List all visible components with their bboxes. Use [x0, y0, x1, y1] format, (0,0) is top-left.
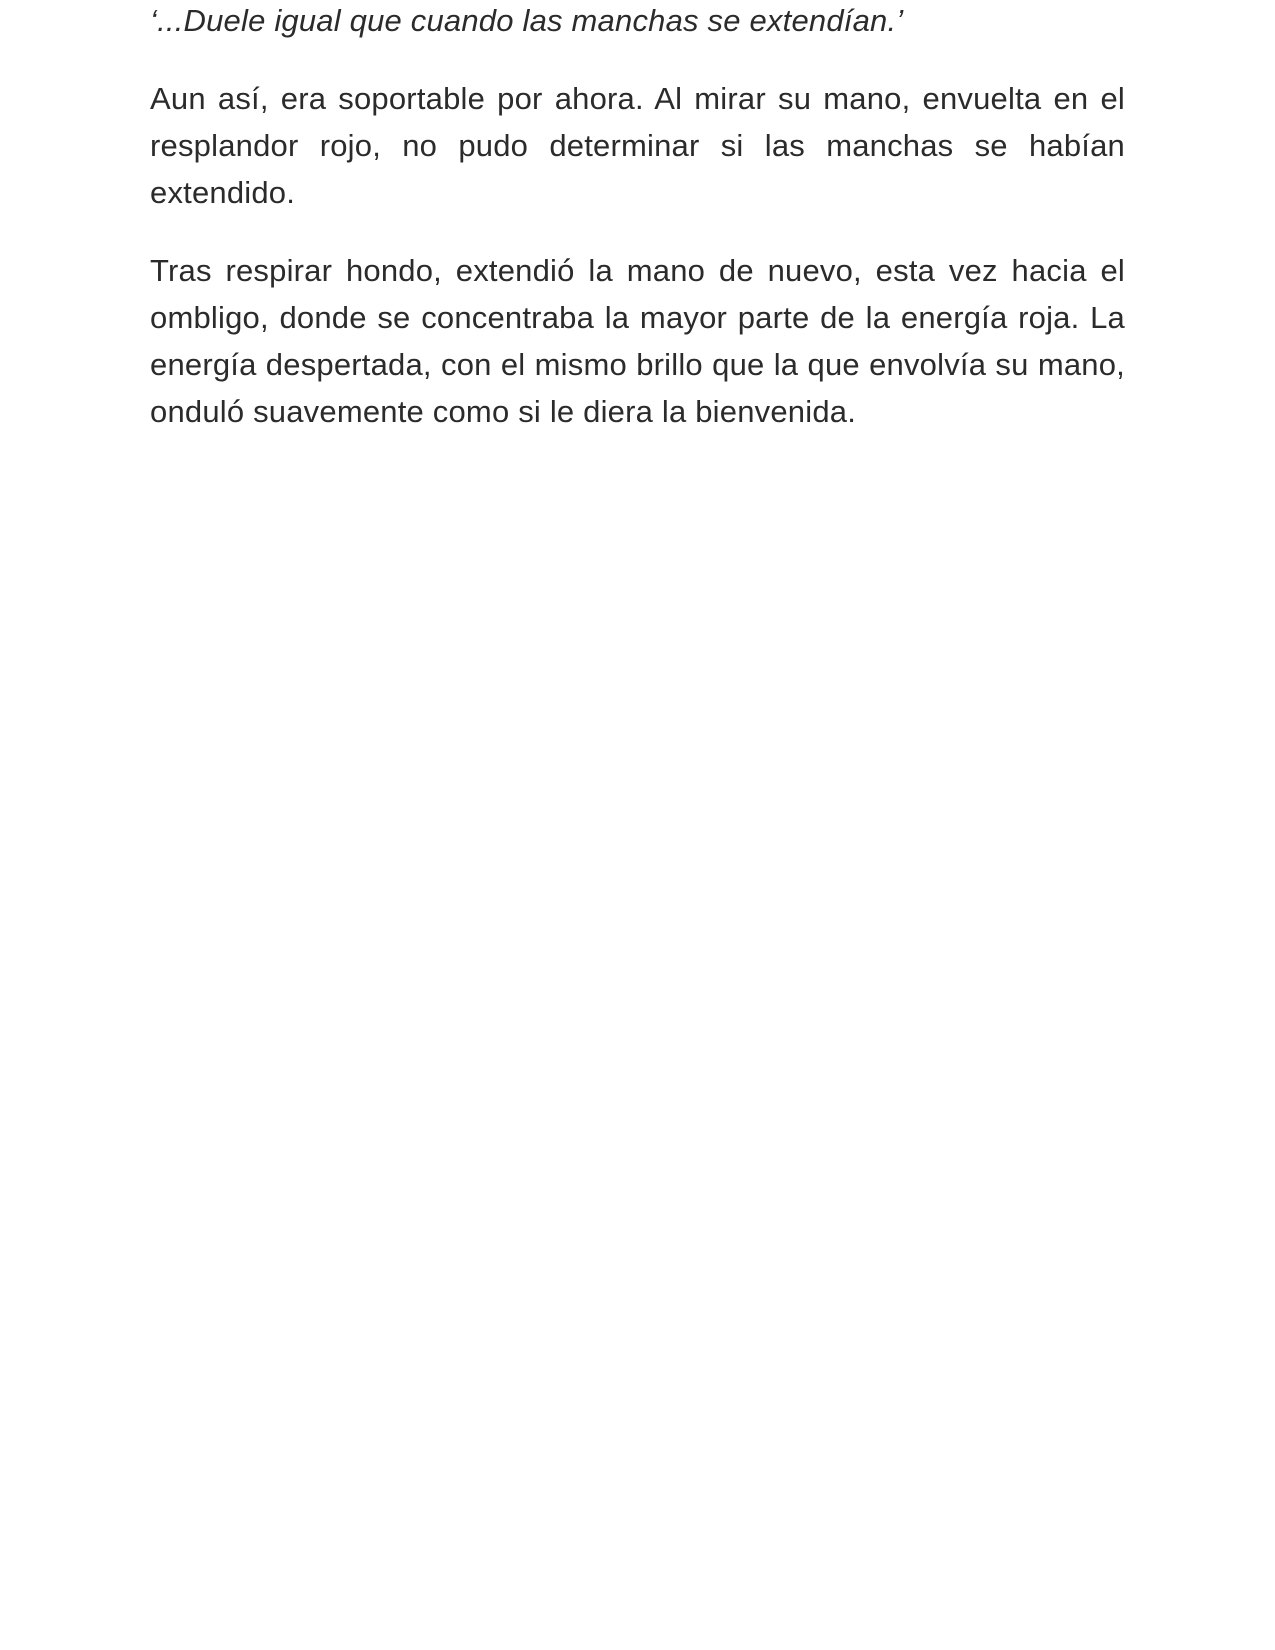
italic-quote-line: ‘...Duele igual que cuando las manchas se extendían.’: [150, 3, 904, 38]
paragraph-1: Aun así, era soportable por ahora. Al mirar su mano, envuelta en el resplandor rojo, no pudo determinar si las manchas se habían extendido.: [150, 81, 1125, 210]
paragraph-2: Tras respirar hondo, extendió la mano de nuevo, esta vez hacia el ombligo, donde se concentraba la mayor parte de la energía roja. La energía despertada, con el mismo brillo que la que envolvía su mano, onduló suavemente como si le diera la bienvenida.: [150, 253, 1125, 429]
document-page: [150, 0, 1125, 435]
